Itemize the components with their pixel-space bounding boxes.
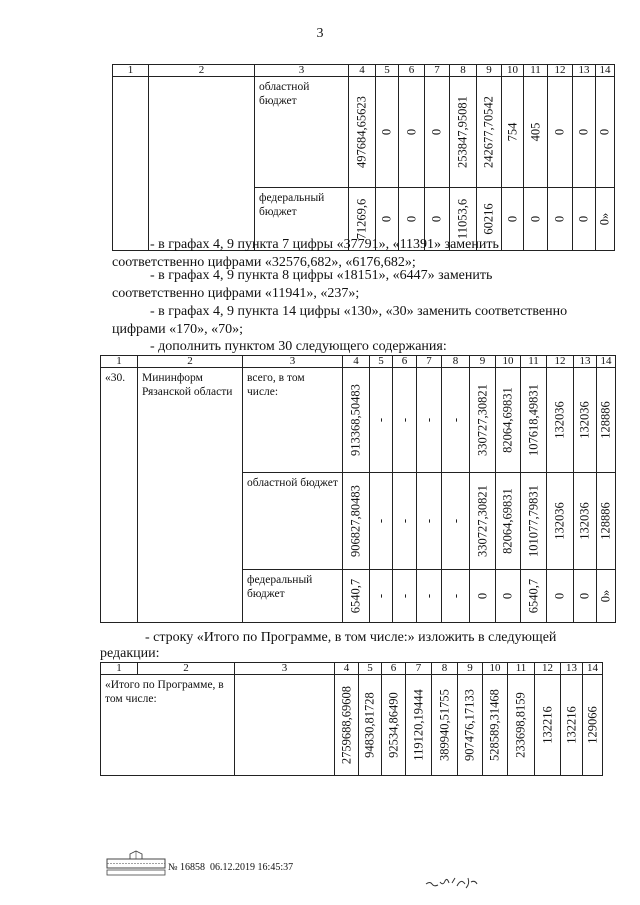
budget-type-cell-text: областной бюджет	[259, 81, 310, 107]
value-text: 0	[597, 128, 612, 136]
value-wrap	[343, 570, 369, 622]
budget-type-cell	[243, 570, 343, 623]
value-wrap	[477, 77, 501, 187]
value-text: 528589,31468	[487, 689, 502, 761]
value-wrap	[547, 368, 573, 472]
value-cell	[417, 570, 442, 623]
value-text: 497684,65623	[354, 96, 369, 168]
value-text: 389940,51755	[437, 689, 451, 761]
value-wrap	[521, 473, 546, 569]
value-text: 0	[379, 215, 394, 223]
header-cell: 3	[255, 65, 349, 77]
header-cell: 12	[535, 663, 561, 675]
value-wrap	[376, 77, 398, 187]
value-text: -	[448, 593, 462, 599]
value-wrap	[425, 77, 449, 187]
value-cell	[496, 570, 521, 623]
header-row	[113, 65, 615, 77]
paragraph-item-14: - в графах 4, 9 пункта 14 цифры «130», «30» заменить соответственно	[150, 304, 568, 319]
paragraph-line: - в графах 4, 9 пункта 7 цифры «37791», «11391» заменить	[150, 237, 499, 252]
value-cell	[548, 188, 573, 251]
value-text: 128886	[598, 401, 613, 439]
value-wrap	[470, 473, 495, 569]
value-text: 92534,86490	[386, 692, 400, 758]
value-cell	[547, 473, 574, 570]
value-cell	[470, 473, 496, 570]
value-wrap	[596, 188, 614, 250]
header-cell: 1	[101, 356, 138, 368]
header-cell: 10	[496, 356, 521, 368]
value-text: 754	[505, 122, 519, 142]
value-wrap	[524, 188, 547, 250]
header-cell: 9	[470, 356, 496, 368]
value-cell	[535, 675, 561, 776]
header-cell: 4	[349, 65, 376, 77]
value-wrap	[596, 77, 614, 187]
col2-cell-text	[149, 77, 254, 83]
value-wrap	[450, 77, 476, 187]
value-cell	[573, 77, 596, 188]
value-cell	[524, 188, 548, 251]
paragraph-item-8: - в графах 4, 9 пункта 8 цифры «18151», «6447» заменить	[150, 268, 493, 283]
budget-type-cell-text: федеральный бюджет	[247, 574, 313, 600]
value-text: 913368,50483	[348, 384, 363, 456]
value-wrap	[561, 675, 582, 775]
paragraph-item-7	[150, 236, 499, 253]
value-cell	[450, 77, 477, 188]
value-cell	[432, 675, 458, 776]
header-cell: 6	[382, 663, 406, 675]
value-cell	[547, 368, 574, 473]
value-cell	[382, 675, 406, 776]
col2-cell	[149, 77, 255, 251]
value-wrap	[496, 368, 520, 472]
value-text: 0	[500, 592, 515, 600]
value-cell	[597, 368, 616, 473]
value-cell	[574, 570, 597, 623]
value-text: -	[448, 417, 462, 423]
table-3	[100, 662, 603, 776]
value-cell	[502, 77, 524, 188]
header-cell: 13	[573, 65, 596, 77]
value-cell	[496, 473, 521, 570]
header-cell: 11	[508, 663, 535, 675]
value-wrap	[442, 570, 469, 622]
value-cell	[574, 473, 597, 570]
value-text: 132036	[552, 401, 567, 439]
value-text: 0	[576, 215, 591, 223]
value-text: 0	[404, 215, 418, 223]
value-text: 129066	[585, 706, 599, 744]
value-text: -	[373, 593, 388, 599]
value-wrap	[393, 368, 416, 472]
value-cell	[417, 368, 442, 473]
value-text: 94830,81728	[362, 692, 377, 758]
paragraph-add-item-30: - дополнить пунктом 30 следующего содержания:	[150, 339, 447, 354]
table-2	[100, 355, 616, 623]
header-cell: 8	[442, 356, 470, 368]
total-label-cell	[101, 675, 235, 776]
value-wrap	[470, 570, 495, 622]
header-cell: 8	[450, 65, 477, 77]
value-cell	[521, 368, 547, 473]
value-text: -	[373, 417, 388, 423]
value-text: 405	[528, 122, 542, 142]
doc-datetime: 06.12.2019 16:45:37	[210, 862, 294, 873]
value-cell	[483, 675, 508, 776]
paragraph-total-row-cont: редакции:	[100, 646, 160, 661]
value-wrap	[521, 570, 546, 622]
value-text: 2759688,69608	[339, 685, 353, 765]
value-wrap	[535, 675, 560, 775]
value-text: -	[421, 593, 436, 599]
value-cell	[393, 570, 417, 623]
value-wrap	[335, 675, 358, 775]
value-text: 60216	[481, 203, 496, 235]
value-text: 128886	[598, 502, 613, 540]
page-number: 3	[316, 26, 324, 41]
value-text: 119120,19444	[411, 689, 425, 761]
value-wrap	[432, 675, 457, 775]
value-cell	[417, 473, 442, 570]
value-cell	[496, 368, 521, 473]
value-wrap	[574, 570, 596, 622]
value-text: 82064,69831	[500, 387, 515, 453]
value-wrap	[343, 473, 369, 569]
value-cell	[502, 188, 524, 251]
header-cell: 14	[583, 663, 603, 675]
header-cell: 7	[425, 65, 450, 77]
header-cell: 14	[597, 356, 616, 368]
executor-cell	[138, 368, 243, 623]
value-cell	[597, 473, 616, 570]
value-text: 233698,8159	[513, 692, 528, 758]
budget-type-cell	[243, 368, 343, 473]
value-text: 11053,6	[455, 198, 470, 240]
value-text: 242677,70542	[481, 96, 496, 168]
executor-cell-text: Мининформ Рязанской области	[142, 372, 233, 398]
value-cell	[442, 473, 470, 570]
value-text: 907476,17133	[462, 689, 477, 761]
value-wrap	[524, 77, 547, 187]
header-cell: 6	[399, 65, 425, 77]
value-text: 0	[576, 128, 591, 136]
value-text: 6540,7	[348, 578, 363, 614]
header-cell: 5	[370, 356, 393, 368]
header-row	[101, 663, 603, 675]
value-wrap	[470, 368, 495, 472]
value-wrap	[547, 473, 573, 569]
value-text: 132216	[540, 706, 554, 744]
value-text: 82064,69831	[500, 488, 515, 554]
value-text: 0	[429, 215, 444, 223]
value-cell	[596, 77, 615, 188]
value-text: 330727,30821	[475, 485, 489, 557]
value-wrap	[496, 570, 520, 622]
value-cell	[349, 77, 376, 188]
value-cell	[370, 570, 393, 623]
electronic-document-stamp	[106, 850, 166, 876]
value-wrap	[597, 473, 615, 569]
value-text: 253847,95081	[455, 96, 470, 168]
value-text: 0	[404, 128, 418, 136]
value-wrap	[359, 675, 381, 775]
value-wrap	[597, 570, 615, 622]
value-wrap	[548, 188, 572, 250]
value-wrap	[508, 675, 534, 775]
doc-number: № 16858	[168, 862, 206, 873]
value-wrap	[521, 368, 546, 472]
value-text: 906827,80483	[348, 485, 363, 557]
value-wrap	[382, 675, 405, 775]
value-cell	[442, 570, 470, 623]
value-text: 0	[505, 215, 519, 223]
value-wrap	[417, 368, 441, 472]
header-cell: 6	[393, 356, 417, 368]
value-text: 0	[552, 215, 567, 223]
value-wrap	[502, 77, 523, 187]
value-text: 132036	[577, 401, 592, 439]
value-wrap	[393, 570, 416, 622]
value-cell	[470, 368, 496, 473]
value-cell	[458, 675, 483, 776]
value-text: 132036	[552, 502, 567, 540]
value-wrap	[442, 368, 469, 472]
value-text: 0»	[597, 212, 612, 226]
table-1	[112, 64, 615, 251]
table-row	[113, 77, 615, 188]
value-cell	[425, 77, 450, 188]
value-text: -	[373, 518, 388, 524]
value-cell	[548, 77, 573, 188]
col1-cell	[113, 77, 149, 251]
value-text: 0	[552, 592, 567, 600]
value-cell	[521, 473, 547, 570]
handwritten-mark	[424, 870, 480, 892]
budget-type-cell-text: федеральный бюджет	[259, 192, 325, 218]
value-text: -	[421, 417, 436, 423]
value-cell	[399, 77, 425, 188]
value-wrap	[573, 188, 595, 250]
budget-type-cell	[255, 77, 349, 188]
value-text: -	[448, 518, 462, 524]
value-cell	[470, 570, 496, 623]
value-wrap	[417, 570, 441, 622]
value-cell	[521, 570, 547, 623]
header-cell: 10	[502, 65, 524, 77]
header-cell: 4	[343, 356, 370, 368]
item-number-cell-text: «30.	[105, 372, 126, 384]
value-text: -	[421, 518, 436, 524]
header-cell: 2	[138, 356, 243, 368]
paragraph-item-8-cont: соответственно цифрами «11941», «237»;	[112, 286, 360, 301]
value-wrap	[442, 473, 469, 569]
value-wrap	[370, 570, 392, 622]
value-wrap	[393, 473, 416, 569]
col1-cell-text	[113, 77, 148, 83]
value-text: 0	[528, 215, 542, 223]
value-text: 101077,79831	[526, 485, 540, 557]
value-cell	[597, 570, 616, 623]
value-cell	[573, 188, 596, 251]
value-wrap	[370, 473, 392, 569]
header-cell: 2	[138, 663, 235, 675]
header-cell: 1	[101, 663, 138, 675]
item-number-cell	[101, 368, 138, 623]
header-cell: 5	[376, 65, 399, 77]
value-wrap	[583, 675, 602, 775]
value-text: 132036	[577, 502, 592, 540]
value-text: 132216	[564, 706, 578, 744]
value-text: 0	[475, 592, 489, 600]
value-cell	[370, 473, 393, 570]
value-cell	[359, 675, 382, 776]
header-cell: 7	[406, 663, 432, 675]
table-row	[101, 368, 616, 473]
value-wrap	[406, 675, 431, 775]
header-cell: 1	[113, 65, 149, 77]
value-cell	[547, 570, 574, 623]
header-cell: 13	[561, 663, 583, 675]
value-cell	[406, 675, 432, 776]
footer-doc-info	[168, 862, 293, 873]
budget-type-cell-text: областной бюджет	[247, 477, 338, 489]
value-wrap	[574, 368, 596, 472]
value-wrap	[597, 368, 615, 472]
value-text: 0	[552, 128, 567, 136]
value-cell	[393, 368, 417, 473]
value-wrap	[496, 473, 520, 569]
budget-type-cell	[243, 473, 343, 570]
value-wrap	[399, 77, 424, 187]
value-cell	[442, 368, 470, 473]
header-cell: 9	[458, 663, 483, 675]
budget-type-cell-text	[235, 675, 334, 681]
value-text: 0	[379, 128, 394, 136]
value-cell	[376, 77, 399, 188]
table-row	[101, 675, 603, 776]
value-wrap	[458, 675, 482, 775]
value-cell	[596, 188, 615, 251]
value-wrap	[417, 473, 441, 569]
header-cell: 11	[524, 65, 548, 77]
header-cell: 5	[359, 663, 382, 675]
value-cell	[393, 473, 417, 570]
value-text: 330727,30821	[475, 384, 489, 456]
paragraph-item-14-cont: цифрами «170», «70»;	[112, 322, 244, 337]
value-wrap	[343, 368, 369, 472]
budget-type-cell-text: всего, в том числе:	[247, 372, 305, 398]
value-cell	[335, 675, 359, 776]
value-wrap	[483, 675, 507, 775]
header-cell: 3	[235, 663, 335, 675]
header-cell: 11	[521, 356, 547, 368]
value-wrap	[370, 368, 392, 472]
value-cell	[583, 675, 603, 776]
value-text: -	[397, 417, 411, 423]
header-cell: 7	[417, 356, 442, 368]
header-cell: 8	[432, 663, 458, 675]
value-text: -	[397, 518, 411, 524]
budget-type-cell	[235, 675, 335, 776]
header-cell: 13	[574, 356, 597, 368]
value-text: 0	[577, 592, 592, 600]
header-cell: 2	[149, 65, 255, 77]
value-text: 0»	[598, 589, 613, 603]
value-cell	[370, 368, 393, 473]
value-text: 0	[429, 128, 444, 136]
value-cell	[343, 368, 370, 473]
value-wrap	[548, 77, 572, 187]
value-text: 71269,6	[354, 198, 369, 240]
header-cell: 14	[596, 65, 615, 77]
header-cell: 10	[483, 663, 508, 675]
value-cell	[343, 570, 370, 623]
value-cell	[561, 675, 583, 776]
header-cell: 12	[548, 65, 573, 77]
value-cell	[524, 77, 548, 188]
value-cell	[574, 368, 597, 473]
paragraph-item-7-cont: соответственно цифрами «32576,682», «6176,682»;	[112, 255, 416, 270]
header-cell: 9	[477, 65, 502, 77]
value-wrap	[349, 77, 375, 187]
paragraph-total-row: - строку «Итого по Программе, в том числе:» изложить в следующей	[145, 630, 557, 645]
value-text: -	[397, 593, 411, 599]
value-cell	[477, 77, 502, 188]
value-cell	[508, 675, 535, 776]
value-text: 107618,49831	[526, 384, 540, 456]
value-wrap	[573, 77, 595, 187]
header-cell: 12	[547, 356, 574, 368]
header-cell: 3	[243, 356, 343, 368]
value-wrap	[502, 188, 523, 250]
header-row	[101, 356, 616, 368]
value-cell	[343, 473, 370, 570]
value-wrap	[547, 570, 573, 622]
header-cell: 4	[335, 663, 359, 675]
value-text: 6540,7	[526, 578, 540, 614]
total-label-cell-text: «Итого по Программе, в том числе:	[105, 679, 224, 705]
value-wrap	[574, 473, 596, 569]
